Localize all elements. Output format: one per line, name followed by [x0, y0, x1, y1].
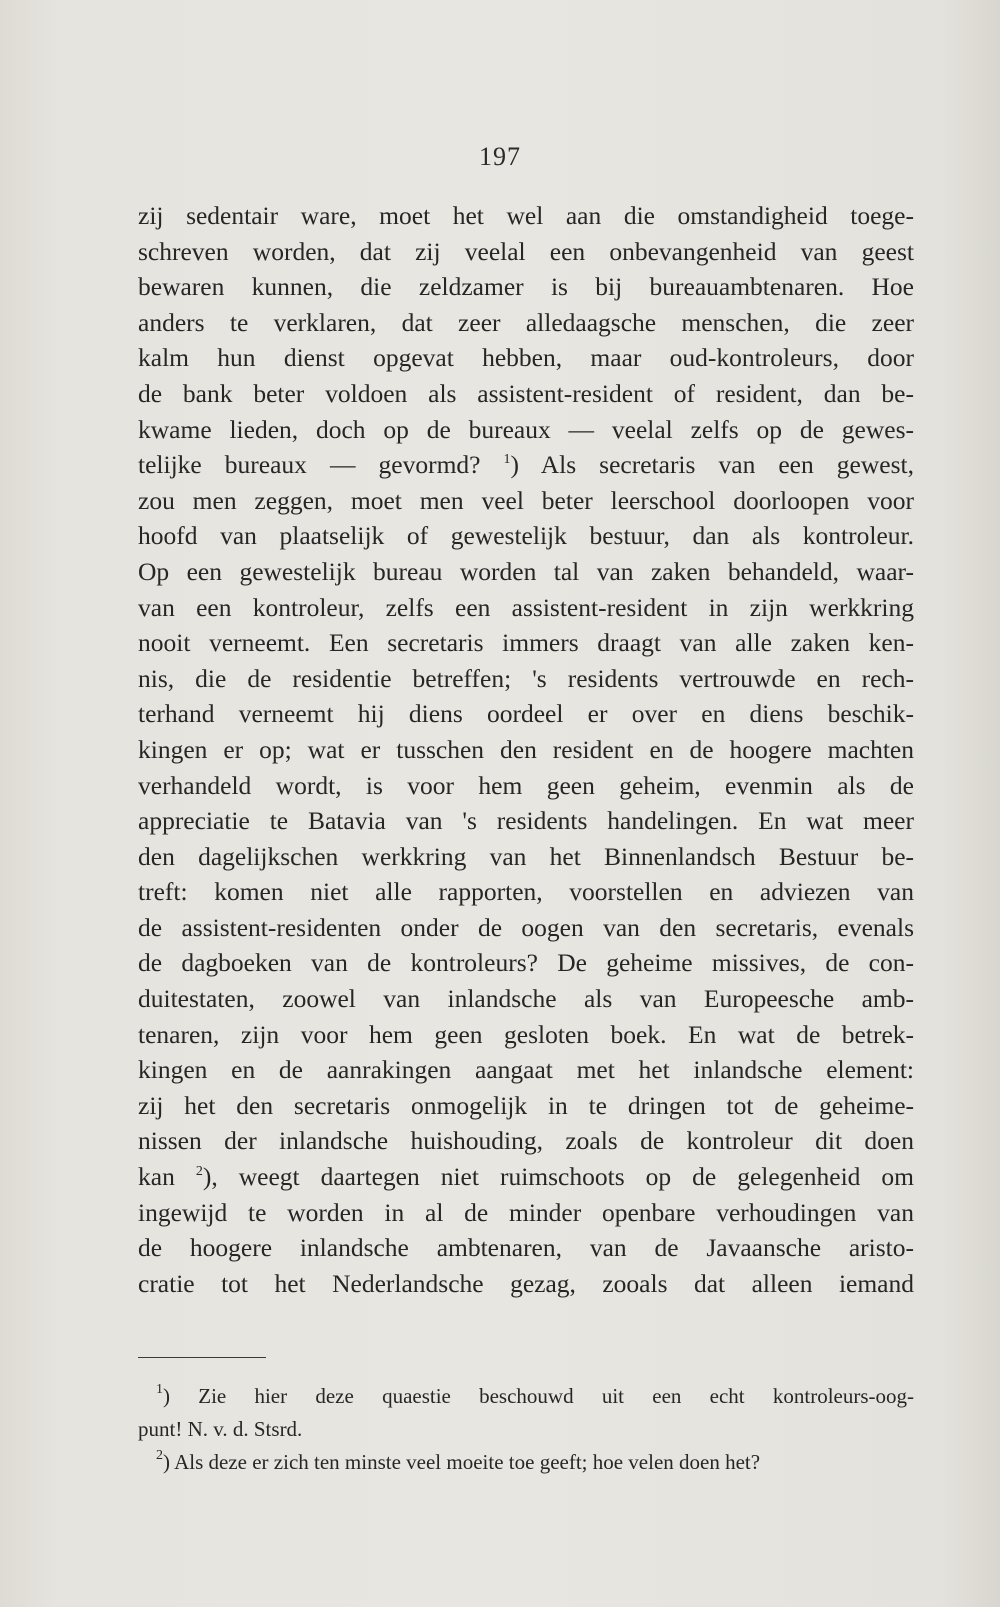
footnote-marker-2: 2	[156, 1448, 163, 1463]
text-line: terhand verneemt hij diens oordeel er over en diens beschik-	[138, 699, 914, 729]
page-number: 197	[479, 142, 521, 171]
text-line-with-footnote-ref: telijke bureaux — gevormd? $^1$) Als secretaris van een gewest,	[138, 450, 914, 480]
text-line: den dagelijkschen werkkring van het Binnenlandsch Bestuur be-	[138, 841, 914, 871]
text-line-part: , weegt daartegen niet ruimschoots op de gelegenheid om	[211, 1162, 915, 1192]
text-line: Op een gewestelijk bureau worden tal van zaken behandeld, waar-	[138, 556, 914, 586]
text-line: kwame lieden, doch op de bureaux — veelal zelfs op de gewes-	[138, 414, 914, 444]
footnote-divider	[138, 1357, 266, 1358]
text-line-part: Als secretaris van een gewest,	[519, 450, 914, 480]
text-line: ingewijd te worden in al de minder openbare verhoudingen van	[138, 1197, 914, 1227]
footnote-text: ) Zie hier deze quaestie beschouwd uit een echt kontroleurs-oog-	[163, 1384, 914, 1408]
text-line: appreciatie te Batavia van 's residents handelingen. En wat meer	[138, 806, 914, 836]
footnote-ref-2: 2	[195, 1164, 203, 1180]
footnote-1	[138, 1380, 914, 1413]
text-line: duitestaten, zoowel van inlandsche als van Europeesche amb-	[138, 984, 914, 1014]
text-line: de dagboeken van de kontroleurs? De geheime missives, de con-	[138, 948, 914, 978]
text-line: de hoogere inlandsche ambtenaren, van de Javaansche aristo-	[138, 1233, 914, 1263]
text-line: zij het den secretaris onmogelijk in te dringen tot de geheime-	[138, 1090, 914, 1120]
text-line-part: telijke bureaux — gevormd?	[138, 450, 481, 480]
footnote-2	[138, 1446, 914, 1479]
text-line: de assistent-residenten onder de oogen van den secretaris, evenals	[138, 912, 914, 942]
text-line: van een kontroleur, zelfs een assistent-resident in zijn werkkring	[138, 592, 914, 622]
body-text	[138, 198, 914, 1301]
text-line: tenaren, zijn voor hem geen gesloten boek. En wat de betrek-	[138, 1019, 914, 1049]
text-line: nis, die de residentie betreffen; 's residents vertrouwde en rech-	[138, 663, 914, 693]
text-line: kingen er op; wat er tusschen den resident en de hoogere machten	[138, 734, 914, 764]
text-line-part: kan	[138, 1162, 175, 1192]
text-line: treft: komen niet alle rapporten, voorstellen en adviezen van	[138, 877, 914, 907]
footnotes	[138, 1380, 914, 1479]
text-line: cratie tot het Nederlandsche gezag, zooals dat alleen iemand	[138, 1268, 914, 1298]
text-line-with-footnote-ref: kan $^2$), weegt daartegen niet ruimschoots op de gelegenheid om	[138, 1162, 915, 1192]
text-line: schreven worden, dat zij veelal een onbevangenheid van geest	[138, 236, 914, 266]
footnote-text: ) Als deze er zich ten minste veel moeite toe geeft; hoe velen doen het?	[163, 1450, 761, 1474]
text-line: bewaren kunnen, die zeldzamer is bij bureauambtenaren. Hoe	[138, 272, 914, 302]
text-line: verhandeld wordt, is voor hem geen geheim, evenmin als de	[138, 770, 914, 800]
text-line: nooit verneemt. Een secretaris immers draagt van alle zaken ken-	[138, 628, 914, 658]
text-line: zou men zeggen, moet men veel beter leerschool doorloopen voor	[138, 485, 914, 515]
text-line: kingen en de aanrakingen aangaat met het inlandsche element:	[138, 1055, 914, 1085]
text-line: hoofd van plaatselijk of gewestelijk bestuur, dan als kontroleur.	[138, 521, 914, 551]
text-line: de bank beter voldoen als assistent-resident of resident, dan be-	[138, 378, 914, 408]
text-line: nissen der inlandsche huishouding, zoals de kontroleur dit doen	[138, 1126, 914, 1156]
text-line: anders te verklaren, dat zeer alledaagsche menschen, die zeer	[138, 307, 914, 337]
footnote-ref-1: 1	[503, 452, 511, 468]
text-line: kalm hun dienst opgevat hebben, maar oud-kontroleurs, door	[138, 343, 914, 373]
footnote-1-continued: punt! N. v. d. Stsrd.	[138, 1417, 303, 1441]
footnote-marker-1: 1	[156, 1382, 163, 1397]
text-line: zij sedentair ware, moet het wel aan die omstandigheid toege-	[138, 201, 914, 230]
